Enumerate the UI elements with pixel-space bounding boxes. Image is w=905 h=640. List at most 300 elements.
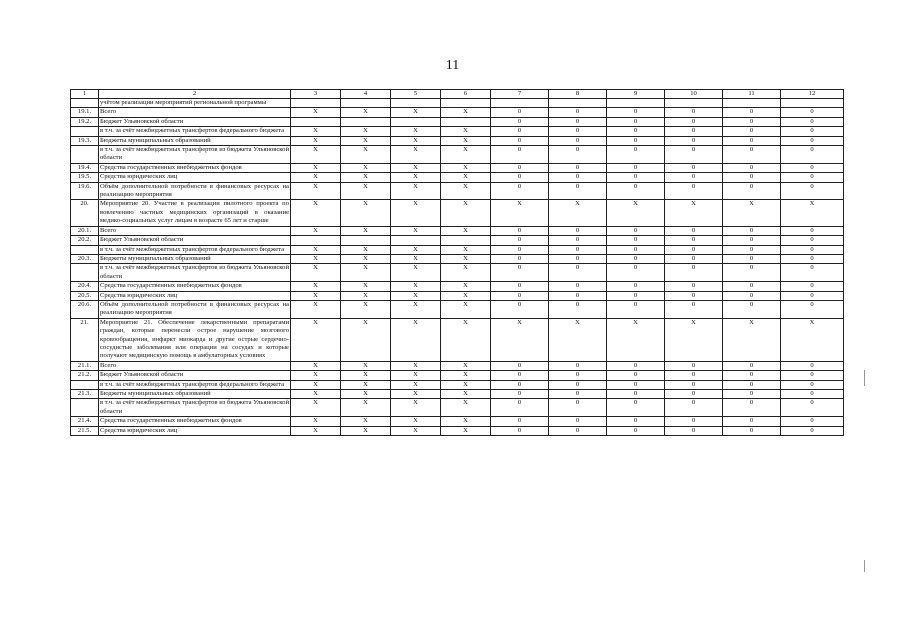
row-name: Бюджеты муниципальных образований: [99, 254, 291, 263]
value-cell: X: [291, 390, 341, 399]
column-header: 7: [491, 90, 549, 99]
row-name: Бюджет Ульяновской области: [99, 371, 291, 380]
column-header: 11: [723, 90, 781, 99]
value-cell: 0: [723, 173, 781, 182]
value-cell: [549, 99, 607, 108]
value-cell: [491, 99, 549, 108]
value-cell: 0: [665, 399, 723, 417]
value-cell: X: [607, 318, 665, 361]
value-cell: 0: [607, 245, 665, 254]
row-name: Средства государственных внебюджетных фондов: [99, 163, 291, 172]
value-cell: [341, 117, 391, 126]
value-cell: 0: [491, 426, 549, 435]
row-name: Объём дополнительной потребности в финансовых ресурсах на реализацию мероприятия: [100, 182, 289, 199]
value-cell: X: [441, 264, 491, 282]
value-cell: X: [341, 226, 391, 235]
value-cell: 0: [607, 361, 665, 370]
value-cell: 0: [491, 226, 549, 235]
value-cell: 0: [665, 173, 723, 182]
value-cell: 0: [781, 226, 844, 235]
value-cell: 0: [723, 117, 781, 126]
value-cell: X: [341, 200, 391, 226]
value-cell: X: [341, 399, 391, 417]
value-cell: 0: [549, 136, 607, 145]
value-cell: 0: [781, 108, 844, 117]
table-row: [71, 417, 844, 426]
value-cell: X: [391, 127, 441, 136]
value-cell: [391, 99, 441, 108]
value-cell: 0: [781, 254, 844, 263]
row-name: Объём дополнительной потребности в финансовых ресурсах на реализацию мероприятия: [100, 300, 289, 317]
table-row: [71, 136, 844, 145]
row-number: 21.5.: [71, 426, 99, 435]
value-cell: 0: [607, 108, 665, 117]
value-cell: 0: [723, 399, 781, 417]
value-cell: X: [391, 417, 441, 426]
value-cell: X: [391, 282, 441, 291]
value-cell: 0: [549, 254, 607, 263]
value-cell: 0: [549, 361, 607, 370]
value-cell: 0: [549, 108, 607, 117]
row-name: в т.ч. за счёт межбюджетных трансфертов федерального бюджета: [99, 127, 291, 136]
value-cell: 0: [723, 291, 781, 300]
value-cell: 0: [549, 173, 607, 182]
value-cell: 0: [781, 380, 844, 389]
value-cell: 0: [549, 282, 607, 291]
value-cell: 0: [665, 254, 723, 263]
value-cell: 0: [781, 127, 844, 136]
row-number: 20.3.: [71, 254, 99, 263]
value-cell: 0: [607, 380, 665, 389]
value-cell: X: [441, 300, 491, 318]
value-cell: 0: [607, 146, 665, 164]
row-name: Средства государственных внебюджетных фондов: [99, 417, 291, 426]
value-cell: 0: [491, 108, 549, 117]
value-cell: X: [441, 146, 491, 164]
value-cell: X: [291, 136, 341, 145]
value-cell: 0: [607, 264, 665, 282]
table-row: [71, 318, 844, 361]
value-cell: X: [391, 318, 441, 361]
value-cell: X: [391, 163, 441, 172]
value-cell: X: [441, 371, 491, 380]
value-cell: 0: [491, 291, 549, 300]
value-cell: X: [441, 282, 491, 291]
row-number: 21.2.: [71, 371, 99, 380]
value-cell: X: [441, 108, 491, 117]
value-cell: 0: [607, 173, 665, 182]
row-name: в т.ч. за счёт межбюджетных трансфертов из бюджета Ульяновской области: [100, 146, 289, 162]
row-number: [71, 245, 99, 254]
value-cell: 0: [781, 291, 844, 300]
value-cell: X: [291, 291, 341, 300]
value-cell: X: [391, 245, 441, 254]
value-cell: 0: [723, 108, 781, 117]
value-cell: X: [491, 200, 549, 226]
value-cell: 0: [607, 136, 665, 145]
value-cell: 0: [723, 245, 781, 254]
budget-table: [70, 89, 844, 436]
value-cell: X: [441, 245, 491, 254]
value-cell: X: [291, 371, 341, 380]
value-cell: 0: [549, 226, 607, 235]
table-row: [71, 390, 844, 399]
value-cell: 0: [607, 127, 665, 136]
value-cell: 0: [665, 226, 723, 235]
value-cell: X: [291, 282, 341, 291]
table-row: [71, 200, 844, 226]
value-cell: 0: [491, 361, 549, 370]
value-cell: X: [441, 226, 491, 235]
value-cell: 0: [665, 426, 723, 435]
value-cell: 0: [665, 300, 723, 318]
value-cell: 0: [665, 245, 723, 254]
value-cell: X: [391, 146, 441, 164]
value-cell: X: [391, 426, 441, 435]
value-cell: X: [341, 282, 391, 291]
value-cell: X: [441, 136, 491, 145]
value-cell: X: [291, 146, 341, 164]
value-cell: [291, 99, 341, 108]
value-cell: X: [341, 254, 391, 263]
value-cell: 0: [781, 417, 844, 426]
value-cell: X: [549, 318, 607, 361]
value-cell: X: [291, 173, 341, 182]
value-cell: X: [441, 127, 491, 136]
value-cell: X: [441, 318, 491, 361]
value-cell: [665, 99, 723, 108]
value-cell: 0: [549, 417, 607, 426]
value-cell: X: [341, 371, 391, 380]
value-cell: X: [665, 200, 723, 226]
row-name: Всего: [99, 361, 291, 370]
value-cell: 0: [723, 264, 781, 282]
column-header: 8: [549, 90, 607, 99]
value-cell: 0: [491, 282, 549, 291]
value-cell: 0: [491, 245, 549, 254]
value-cell: 0: [723, 361, 781, 370]
value-cell: 0: [491, 300, 549, 318]
value-cell: 0: [491, 163, 549, 172]
value-cell: X: [781, 318, 844, 361]
table-row: [71, 399, 844, 417]
table-row: [71, 236, 844, 245]
row-name: Средства юридических лиц: [99, 426, 291, 435]
value-cell: X: [291, 245, 341, 254]
value-cell: X: [441, 399, 491, 417]
value-cell: X: [291, 380, 341, 389]
value-cell: X: [341, 136, 391, 145]
value-cell: X: [341, 417, 391, 426]
value-cell: X: [441, 380, 491, 389]
value-cell: X: [441, 163, 491, 172]
value-cell: 0: [781, 300, 844, 318]
row-number: 21.4.: [71, 417, 99, 426]
value-cell: 0: [781, 117, 844, 126]
value-cell: X: [291, 226, 341, 235]
value-cell: 0: [723, 236, 781, 245]
value-cell: X: [391, 399, 441, 417]
value-cell: X: [441, 390, 491, 399]
value-cell: X: [341, 182, 391, 200]
row-name: в т.ч. за счёт межбюджетных трансфертов из бюджета Ульяновской области: [100, 399, 289, 415]
table-row: [71, 264, 844, 282]
row-number: [71, 127, 99, 136]
value-cell: 0: [665, 127, 723, 136]
value-cell: 0: [665, 136, 723, 145]
row-name: в т.ч. за счёт межбюджетных трансфертов федерального бюджета: [99, 245, 291, 254]
value-cell: X: [441, 200, 491, 226]
row-number: [71, 146, 99, 164]
value-cell: X: [441, 417, 491, 426]
value-cell: [441, 99, 491, 108]
row-number: [71, 264, 99, 282]
table-row: [71, 173, 844, 182]
value-cell: X: [391, 390, 441, 399]
value-cell: X: [391, 380, 441, 389]
column-header: 3: [291, 90, 341, 99]
value-cell: X: [391, 226, 441, 235]
row-number: 19.1.: [71, 108, 99, 117]
value-cell: X: [291, 417, 341, 426]
value-cell: X: [391, 200, 441, 226]
value-cell: 0: [781, 264, 844, 282]
value-cell: 0: [665, 264, 723, 282]
value-cell: 0: [723, 163, 781, 172]
value-cell: X: [391, 264, 441, 282]
table-row: [71, 163, 844, 172]
value-cell: X: [723, 318, 781, 361]
value-cell: 0: [491, 173, 549, 182]
table-row: [71, 127, 844, 136]
row-number: 21.: [71, 318, 99, 361]
row-name: Бюджет Ульяновской области: [99, 117, 291, 126]
value-cell: 0: [665, 361, 723, 370]
value-cell: 0: [549, 245, 607, 254]
value-cell: [607, 99, 665, 108]
value-cell: 0: [491, 236, 549, 245]
value-cell: 0: [549, 146, 607, 164]
row-name: Бюджеты муниципальных образований: [99, 136, 291, 145]
value-cell: X: [291, 264, 341, 282]
value-cell: X: [441, 361, 491, 370]
row-name: Средства юридических лиц: [99, 173, 291, 182]
value-cell: 0: [607, 399, 665, 417]
row-name: Средства юридических лиц: [99, 291, 291, 300]
row-number: 20.6.: [71, 300, 99, 318]
value-cell: X: [341, 127, 391, 136]
value-cell: 0: [781, 245, 844, 254]
value-cell: 0: [491, 371, 549, 380]
value-cell: 0: [781, 390, 844, 399]
value-cell: 0: [665, 417, 723, 426]
value-cell: X: [607, 200, 665, 226]
value-cell: X: [291, 300, 341, 318]
value-cell: 0: [723, 127, 781, 136]
value-cell: 0: [549, 390, 607, 399]
value-cell: 0: [549, 264, 607, 282]
value-cell: 0: [549, 117, 607, 126]
row-number: 20.2.: [71, 236, 99, 245]
table-row: [71, 291, 844, 300]
value-cell: 0: [723, 226, 781, 235]
value-cell: 0: [665, 282, 723, 291]
value-cell: 0: [491, 399, 549, 417]
value-cell: 0: [491, 390, 549, 399]
value-cell: X: [291, 127, 341, 136]
value-cell: 0: [665, 291, 723, 300]
value-cell: X: [441, 426, 491, 435]
value-cell: X: [341, 426, 391, 435]
table-row: [71, 254, 844, 263]
value-cell: 0: [491, 380, 549, 389]
value-cell: 0: [781, 399, 844, 417]
value-cell: 0: [549, 371, 607, 380]
value-cell: 0: [665, 182, 723, 200]
value-cell: X: [341, 390, 391, 399]
value-cell: X: [341, 146, 391, 164]
value-cell: 0: [723, 390, 781, 399]
table-row: [71, 226, 844, 235]
value-cell: X: [549, 200, 607, 226]
value-cell: 0: [665, 371, 723, 380]
value-cell: X: [341, 300, 391, 318]
value-cell: 0: [781, 163, 844, 172]
value-cell: 0: [491, 146, 549, 164]
row-number: 20.: [71, 200, 99, 226]
row-name: Мероприятие 21. Обеспечение лекарственными препаратами граждан, которые перенесли острое нарушение мозгового кровообращения, инфаркт миокарда и другие острые сердечно-сосудистые заболевания или операции на сосудах и которые получают медицинскую помощь в амбулаторных условиях: [100, 318, 289, 360]
value-cell: 0: [607, 282, 665, 291]
value-cell: X: [291, 318, 341, 361]
value-cell: 0: [607, 117, 665, 126]
value-cell: 0: [491, 264, 549, 282]
column-header: 2: [99, 90, 291, 99]
value-cell: 0: [781, 136, 844, 145]
page-number: 11: [445, 58, 460, 73]
row-number: 20.4.: [71, 282, 99, 291]
table-row: [71, 245, 844, 254]
value-cell: X: [341, 318, 391, 361]
value-cell: 0: [723, 371, 781, 380]
value-cell: X: [491, 318, 549, 361]
table-row: [71, 371, 844, 380]
value-cell: X: [391, 173, 441, 182]
value-cell: X: [781, 200, 844, 226]
value-cell: 0: [549, 399, 607, 417]
column-header: 10: [665, 90, 723, 99]
value-cell: 0: [607, 226, 665, 235]
value-cell: 0: [491, 182, 549, 200]
value-cell: 0: [665, 146, 723, 164]
value-cell: 0: [781, 236, 844, 245]
value-cell: X: [341, 380, 391, 389]
column-header: 6: [441, 90, 491, 99]
value-cell: X: [391, 371, 441, 380]
value-cell: [391, 236, 441, 245]
value-cell: X: [391, 300, 441, 318]
column-header: 5: [391, 90, 441, 99]
value-cell: 0: [607, 417, 665, 426]
value-cell: X: [441, 291, 491, 300]
value-cell: 0: [665, 163, 723, 172]
value-cell: X: [341, 108, 391, 117]
value-cell: X: [391, 108, 441, 117]
column-header: 9: [607, 90, 665, 99]
value-cell: 0: [549, 127, 607, 136]
value-cell: [441, 117, 491, 126]
row-name: Бюджет Ульяновской области: [99, 236, 291, 245]
row-name: Средства государственных внебюджетных фондов: [99, 282, 291, 291]
value-cell: X: [291, 399, 341, 417]
value-cell: [781, 99, 844, 108]
value-cell: [723, 99, 781, 108]
value-cell: X: [441, 254, 491, 263]
row-number: 19.2.: [71, 117, 99, 126]
value-cell: [291, 117, 341, 126]
value-cell: X: [723, 200, 781, 226]
column-header: 1: [71, 90, 99, 99]
value-cell: 0: [723, 380, 781, 389]
value-cell: X: [391, 136, 441, 145]
row-name: Бюджеты муниципальных образований: [99, 390, 291, 399]
value-cell: 0: [781, 173, 844, 182]
value-cell: X: [291, 182, 341, 200]
value-cell: [341, 99, 391, 108]
row-number: [71, 99, 99, 108]
value-cell: 0: [723, 146, 781, 164]
value-cell: 0: [781, 426, 844, 435]
value-cell: 0: [665, 236, 723, 245]
value-cell: 0: [549, 300, 607, 318]
value-cell: 0: [491, 117, 549, 126]
value-cell: 0: [723, 300, 781, 318]
scan-mark: [864, 560, 865, 572]
value-cell: 0: [723, 426, 781, 435]
value-cell: X: [341, 173, 391, 182]
value-cell: X: [665, 318, 723, 361]
value-cell: X: [391, 291, 441, 300]
value-cell: 0: [491, 127, 549, 136]
table-row: [71, 426, 844, 435]
value-cell: X: [441, 173, 491, 182]
value-cell: X: [391, 182, 441, 200]
value-cell: [291, 236, 341, 245]
value-cell: X: [341, 163, 391, 172]
value-cell: X: [341, 361, 391, 370]
value-cell: 0: [781, 361, 844, 370]
value-cell: 0: [781, 371, 844, 380]
value-cell: X: [291, 254, 341, 263]
table-row: [71, 108, 844, 117]
value-cell: X: [341, 291, 391, 300]
value-cell: [341, 236, 391, 245]
value-cell: 0: [607, 182, 665, 200]
row-number: 19.4.: [71, 163, 99, 172]
column-header: 12: [781, 90, 844, 99]
value-cell: 0: [607, 254, 665, 263]
value-cell: 0: [607, 300, 665, 318]
row-name: Мероприятие 20. Участие в реализации пилотного проекта по вовлечению частных медицинских организаций в оказание медико-социальных услуг лицам в возрасте 65 лет и старше: [100, 200, 289, 225]
table-row: [71, 146, 844, 164]
value-cell: 0: [665, 380, 723, 389]
value-cell: 0: [491, 136, 549, 145]
table-row: [71, 117, 844, 126]
scan-mark: [864, 370, 865, 386]
value-cell: 0: [549, 163, 607, 172]
value-cell: X: [441, 182, 491, 200]
value-cell: 0: [665, 108, 723, 117]
column-header: 4: [341, 90, 391, 99]
